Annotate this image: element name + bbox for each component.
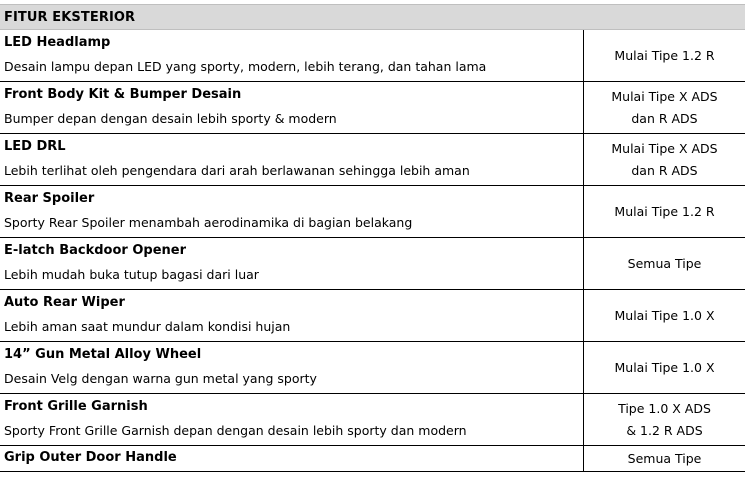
feature-cell (0, 82, 584, 133)
feature-title: Auto Rear Wiper (4, 295, 125, 310)
table-row (0, 134, 745, 186)
feature-cell (0, 186, 584, 237)
availability-cell: Mulai Tipe 1.2 R (614, 47, 715, 63)
feature-title: Rear Spoiler (4, 191, 95, 206)
table-row (0, 394, 745, 446)
feature-description: Bumper depan dengan desain lebih sporty & modern (4, 111, 337, 126)
feature-title: LED DRL (4, 139, 66, 154)
table-row (0, 446, 745, 472)
section-header: FITUR EKSTERIOR (0, 4, 745, 30)
feature-description: Lebih aman saat mundur dalam kondisi hujan (4, 319, 291, 334)
table-row (0, 82, 745, 134)
feature-table (0, 4, 745, 472)
feature-cell (0, 238, 584, 289)
table-row (0, 342, 745, 394)
table-row (0, 186, 745, 238)
feature-title: Front Grille Garnish (4, 399, 148, 414)
feature-description: Sporty Front Grille Garnish depan dengan desain lebih sporty dan modern (4, 423, 467, 438)
availability-cell: Mulai Tipe 1.2 R (614, 203, 715, 219)
availability-cell: Mulai Tipe 1.0 X (614, 307, 715, 323)
feature-cell (0, 394, 584, 445)
availability-cell: Mulai Tipe 1.0 X (614, 359, 715, 375)
table-row (0, 30, 745, 82)
feature-cell (0, 446, 584, 471)
feature-cell (0, 342, 584, 393)
feature-title: LED Headlamp (4, 35, 111, 50)
feature-title: Grip Outer Door Handle (4, 450, 177, 465)
feature-cell (0, 290, 584, 341)
feature-description: Desain Velg dengan warna gun metal yang sporty (4, 371, 317, 386)
availability-cell: Mulai Tipe X ADS dan R ADS (611, 88, 718, 126)
table-row (0, 290, 745, 342)
availability-cell: Semua Tipe (627, 450, 702, 466)
feature-description: Sporty Rear Spoiler menambah aerodinamika di bagian belakang (4, 215, 413, 230)
feature-description: Lebih mudah buka tutup bagasi dari luar (4, 267, 259, 282)
availability-cell: Tipe 1.0 X ADS & 1.2 R ADS (618, 400, 711, 438)
availability-cell: Semua Tipe (627, 255, 702, 271)
feature-description: Lebih terlihat oleh pengendara dari arah berlawanan sehingga lebih aman (4, 163, 470, 178)
table-row (0, 238, 745, 290)
feature-cell (0, 134, 584, 185)
feature-description: Desain lampu depan LED yang sporty, modern, lebih terang, dan tahan lama (4, 59, 487, 74)
feature-cell (0, 30, 584, 81)
feature-title: Front Body Kit & Bumper Desain (4, 87, 242, 102)
availability-cell: Mulai Tipe X ADS dan R ADS (611, 140, 718, 178)
feature-title: 14” Gun Metal Alloy Wheel (4, 347, 202, 362)
feature-title: E-latch Backdoor Opener (4, 243, 186, 258)
